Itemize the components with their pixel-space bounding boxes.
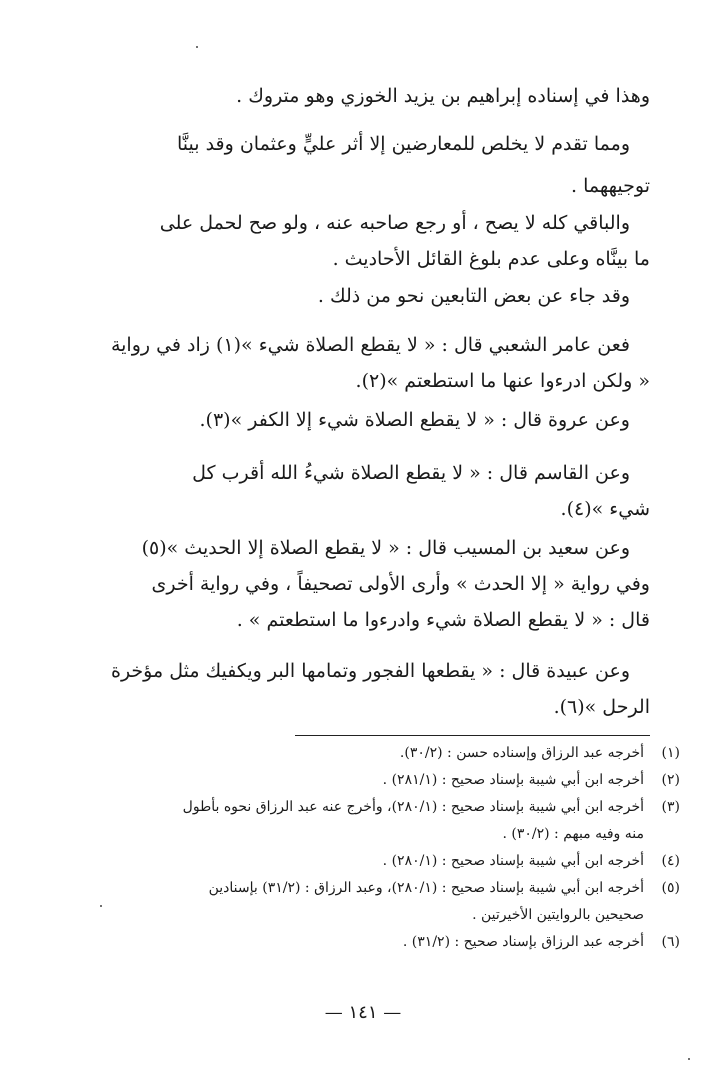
footnote-text-continued: صحيحين بالروايتين الأخيرتين . — [472, 907, 644, 923]
paragraph-line: وعن عروة قال : « لا يقطع الصلاة شيء إلا الكفر »(٣). — [199, 409, 630, 431]
paragraph-line: قال : « لا يقطع الصلاة شيء وادرءوا ما استطعتم » . — [236, 609, 650, 631]
scan-speck — [196, 46, 198, 48]
footnote-text: أخرجه عبد الرزاق وإسناده حسن : (٣٠/٢). — [399, 745, 644, 761]
paragraph-3 — [110, 205, 650, 277]
paragraph-line: شيء »(٤). — [560, 498, 650, 520]
footnote-6 — [80, 929, 680, 956]
footnote-number: (٦) — [661, 934, 680, 950]
paragraph-line: توجيههما . — [571, 175, 650, 197]
footnotes-section — [80, 740, 680, 956]
paragraph-line: وقد جاء عن بعض التابعين نحو من ذلك . — [317, 285, 630, 307]
scan-speck — [100, 905, 102, 907]
footnote-number: (١) — [661, 745, 680, 761]
page-number: — ١٤١ — — [324, 1002, 402, 1023]
footnote-text: أخرجه ابن أبي شيبة بإسناد صحيح : (٢٨٠/١)، وأخرج عنه عبد الرزاق نحوه بأطول — [182, 799, 644, 815]
paragraph-line: ومما تقدم لا يخلص للمعارضين إلا أثر عليٍّ وعثمان وقد بينَّا — [176, 133, 630, 155]
footnote-text: أخرجه عبد الرزاق بإسناد صحيح : (٣١/٢) . — [402, 934, 644, 950]
footnote-text: أخرجه ابن أبي شيبة بإسناد صحيح : (٢٨١/١) . — [382, 772, 644, 788]
paragraph-8 — [110, 530, 650, 638]
paragraph-line: وفي رواية « إلا الحدث » وأرى الأولى تصحيفاً ، وفي رواية أخرى — [151, 573, 650, 595]
scan-speck — [688, 1058, 690, 1060]
paragraph-7 — [110, 455, 650, 527]
paragraph-6 — [110, 402, 650, 438]
paragraph-line: وعن القاسم قال : « لا يقطع الصلاة شيءُ الله أقرب كل — [192, 462, 630, 484]
footnote-5 — [80, 875, 680, 902]
paragraph-line: ما بينَّاه وعلى عدم بلوغ القائل الأحاديث . — [332, 248, 650, 270]
paragraph-line: « ولكن ادرءوا عنها ما استطعتم »(٢). — [355, 370, 650, 392]
paragraph-2 — [110, 126, 650, 204]
footnote-1 — [80, 740, 680, 767]
paragraph-line: الرحل »(٦). — [553, 696, 650, 718]
footnote-number: (٤) — [661, 853, 680, 869]
paragraph-line: وعن سعيد بن المسيب قال : « لا يقطع الصلاة إلا الحديث »(٥) — [141, 537, 630, 559]
footnote-divider — [295, 735, 650, 736]
paragraph-line: وهذا في إسناده إبراهيم بن يزيد الخوزي وهو متروك . — [236, 85, 650, 107]
paragraph-line: فعن عامر الشعبي قال : « لا يقطع الصلاة شيء »(١) زاد في رواية — [110, 334, 630, 356]
paragraph-9 — [110, 653, 650, 725]
footnote-text: أخرجه ابن أبي شيبة بإسناد صحيح : (٢٨٠/١) . — [382, 853, 644, 869]
paragraph-1 — [110, 78, 650, 114]
footnote-2 — [80, 767, 680, 794]
footnote-number: (٥) — [661, 880, 680, 896]
footnote-3 — [80, 794, 680, 821]
footnote-text-continued: منه وفيه مبهم : (٣٠/٢) . — [502, 826, 644, 842]
footnote-number: (٣) — [661, 799, 680, 815]
footnote-4 — [80, 848, 680, 875]
paragraph-4 — [110, 278, 650, 314]
paragraph-5 — [110, 327, 650, 399]
footnote-number: (٢) — [661, 772, 680, 788]
footnote-text: أخرجه ابن أبي شيبة بإسناد صحيح : (٢٨٠/١)، وعبد الرزاق : (٣١/٢) بإسنادين — [208, 880, 644, 896]
paragraph-line: وعن عبيدة قال : « يقطعها الفجور وتمامها البر ويكفيك مثل مؤخرة — [110, 660, 630, 682]
paragraph-line: والباقي كله لا يصح ، أو رجع صاحبه عنه ، ولو صح لحمل على — [159, 212, 630, 234]
